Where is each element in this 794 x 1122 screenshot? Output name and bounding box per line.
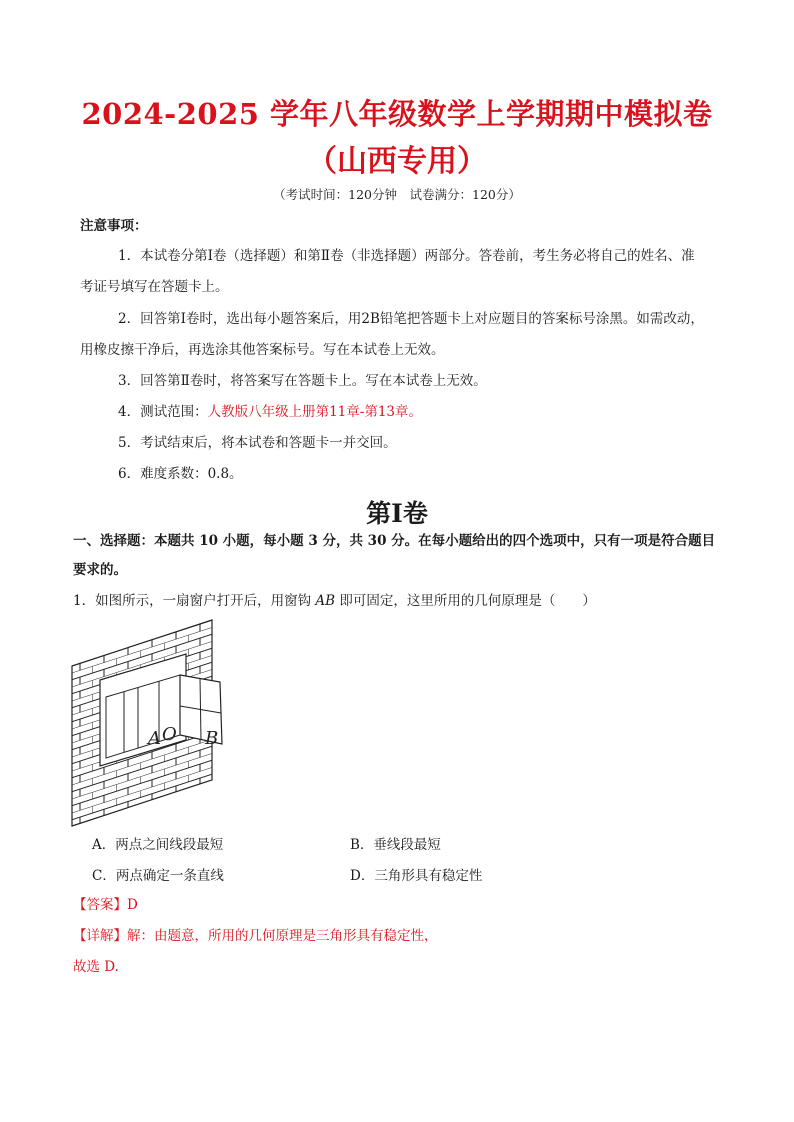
note-5: 5．考试结束后，将本试卷和答题卡一并交回。 [118, 435, 397, 451]
notes-heading: 注意事项： [80, 218, 148, 234]
option-c[interactable]: C．两点确定一条直线 [92, 868, 224, 884]
conclusion: 故选 D. [73, 959, 119, 975]
question-1-stem-var: AB [315, 593, 336, 609]
note-3: 3．回答第Ⅱ卷时，将答案写在答题卡上。写在本试卷上无效。 [118, 373, 487, 389]
note-4-scope: 人教版八年级上册第11章-第13章。 [207, 404, 423, 420]
question-1-stem-prefix: 1．如图所示，一扇窗户打开后，用窗钩 [73, 593, 316, 609]
note-2-cont: 用橡皮擦干净后，再选涂其他答案标号。写在本试卷上无效。 [80, 342, 445, 358]
answer-value: D [127, 897, 138, 913]
detail-text: 解：由题意，所用的几何原理是三角形具有稳定性， [127, 928, 438, 944]
section-intro-cont: 要求的。 [73, 562, 127, 578]
note-1: 1．本试卷分第Ⅰ卷（选择题）和第Ⅱ卷（非选择题）两部分。答卷前，考生务必将自己的姓名、准 [118, 248, 695, 264]
answer-line [73, 895, 138, 915]
option-b[interactable]: B．垂线段最短 [350, 837, 441, 853]
question-1-stem-suffix: 即可固定，这里所用的几何原理是（ ） [335, 593, 596, 609]
section-title: 第Ⅰ卷 [366, 499, 428, 528]
note-1-cont: 考证号填写在答题卡上。 [80, 279, 229, 295]
note-4 [118, 402, 422, 422]
figure-label-b: B [205, 728, 219, 749]
question-1-stem [73, 591, 596, 611]
option-d[interactable]: D．三角形具有稳定性 [350, 868, 483, 884]
exam-info: （考试时间：120分钟 试卷满分：120分） [273, 187, 521, 202]
option-a[interactable]: A．两点之间线段最短 [92, 837, 224, 853]
detail-line [73, 926, 438, 946]
note-4-prefix: 4．测试范围： [118, 404, 208, 420]
detail-label: 【详解】 [73, 928, 127, 944]
note-2: 2．回答第Ⅰ卷时，选出每小题答案后，用2B铅笔把答题卡上对应题目的答案标号涂黑。如需改动， [118, 311, 704, 327]
window-figure [68, 618, 228, 828]
exam-subtitle: （山西专用） [307, 144, 487, 179]
exam-title: 2024-2025 学年八年级数学上学期期中模拟卷 [81, 97, 713, 131]
figure-label-a: A [148, 728, 161, 749]
section-intro: 一、选择题：本题共 10 小题，每小题 3 分，共 30 分。在每小题给出的四个选项中，只有一项是符合题目 [73, 533, 716, 549]
answer-label: 【答案】 [73, 897, 127, 913]
note-6: 6．难度系数：0.8。 [118, 466, 243, 482]
figure-label-o: O [162, 724, 177, 745]
